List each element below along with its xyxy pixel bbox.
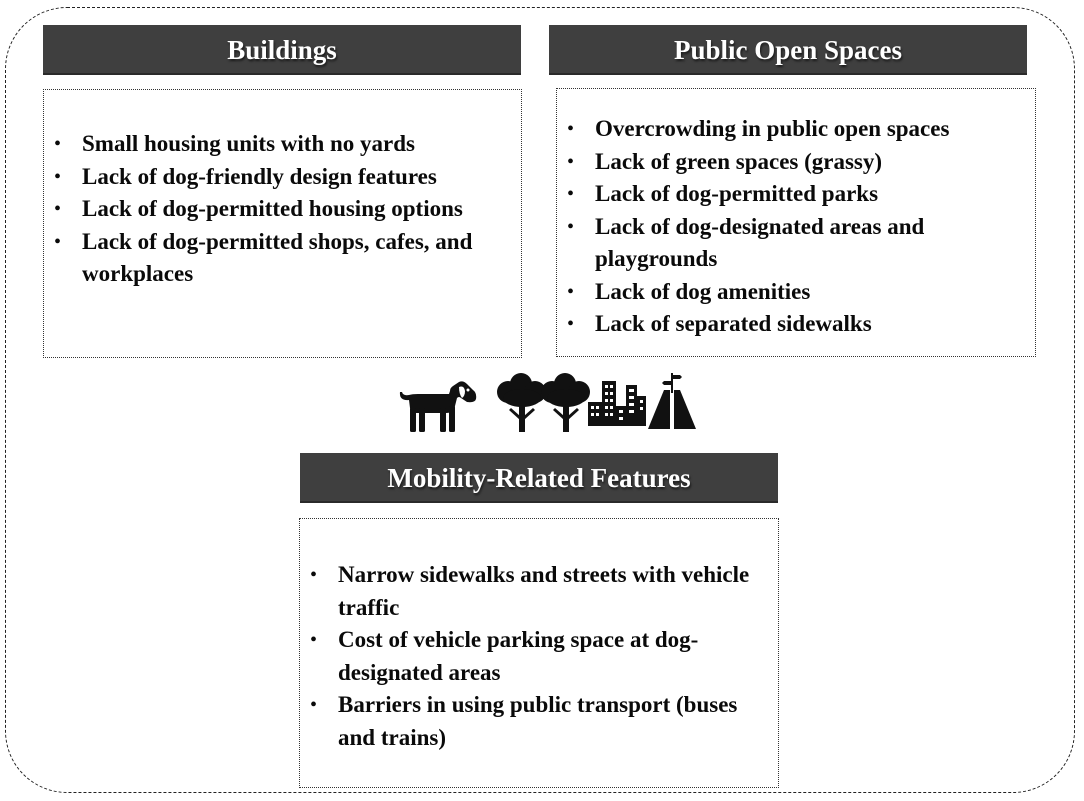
- buildings-item: • Lack of dog-permitted housing options: [44, 193, 521, 226]
- public-open-spaces-item: • Lack of dog amenities: [557, 276, 1035, 309]
- public-open-spaces-header: [549, 25, 1027, 75]
- bullet-icon: •: [310, 694, 318, 716]
- bullet-icon: •: [567, 215, 575, 238]
- bullet-icon: •: [54, 198, 62, 220]
- mobility-header: [300, 453, 778, 503]
- bullet-icon: •: [54, 230, 62, 253]
- buildings-list: [44, 128, 521, 291]
- buildings-panel: [43, 89, 522, 358]
- bullet-icon: •: [310, 564, 318, 586]
- mobility-panel: [299, 518, 779, 788]
- public-open-spaces-item: • Overcrowding in public open spaces: [557, 113, 1035, 146]
- buildings-item: • Lack of dog-friendly design features: [44, 161, 521, 194]
- mobility-title: Mobility-Related Features: [387, 463, 691, 493]
- public-open-spaces-item: • Lack of dog-designated areas and playgrounds: [557, 211, 1035, 276]
- bullet-icon: •: [54, 165, 62, 188]
- bullet-icon: •: [567, 313, 575, 335]
- mobility-item: • Cost of vehicle parking space at dog-designated areas: [300, 624, 778, 689]
- public-open-spaces-item: • Lack of green spaces (grassy): [557, 146, 1035, 179]
- public-open-spaces-list: [557, 113, 1035, 341]
- bullet-icon: •: [567, 118, 575, 140]
- buildings-item: • Lack of dog-permitted shops, cafes, and workplaces: [44, 226, 521, 291]
- bullet-icon: •: [310, 629, 318, 651]
- buildings-title: Buildings: [227, 35, 337, 65]
- buildings-item: • Small housing units with no yards: [44, 128, 521, 161]
- mobility-list: [300, 559, 778, 754]
- mobility-item: • Narrow sidewalks and streets with vehicle traffic: [300, 559, 778, 624]
- city-buildings-icon: [587, 380, 647, 426]
- mobility-item: • Barriers in using public transport (buses and trains): [300, 689, 778, 754]
- bullet-icon: •: [567, 150, 575, 173]
- road-icon: [647, 372, 697, 430]
- bullet-icon: •: [567, 280, 575, 303]
- dog-icon: [397, 380, 479, 434]
- bullet-icon: •: [567, 183, 575, 205]
- trees-icon: [495, 372, 593, 434]
- public-open-spaces-title: Public Open Spaces: [673, 35, 903, 65]
- public-open-spaces-panel: [556, 88, 1036, 357]
- public-open-spaces-item: • Lack of dog-permitted parks: [557, 178, 1035, 211]
- public-open-spaces-item: • Lack of separated sidewalks: [557, 308, 1035, 341]
- buildings-header: [43, 25, 521, 75]
- bullet-icon: •: [54, 133, 62, 155]
